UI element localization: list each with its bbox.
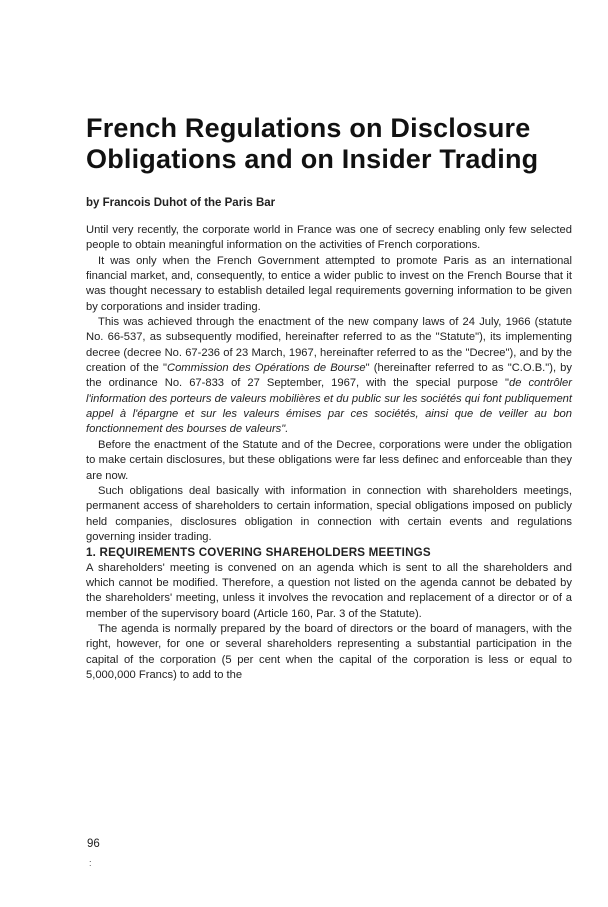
article-body bbox=[86, 223, 572, 683]
paragraph-enactment bbox=[86, 315, 572, 438]
paragraph-intro: Until very recently, the corporate world in France was one of secrecy enabling only few selected people to obtain meaningful information on the activities of French corporations. bbox=[86, 224, 572, 252]
paragraph-meeting: A shareholders' meeting is convened on an agenda which is sent to all the shareholders and which cannot be modified. Therefore, a question not listed on the agenda cannot be debated by the shareholders' meeting, unless it involves the revocation and replacement of a director or of a member of the supervisory board (Article 160, Par. 3 of the Statute). bbox=[86, 561, 572, 620]
cob-purpose-quote: de contrôler l'information des porteurs de valeurs mobilières et du public sur les sociétés qui font publiquement appel à l'épargne et sur les valeurs émises par ces sociétés, ainsi que de veiller au bon fonctionnement des bourses de valeurs". bbox=[86, 377, 572, 436]
paragraph-before-enactment: Before the enactment of the Statute and of the Decree, corporations were under the obligation to make certain disclosures, but these obligations were far less definec and enforceable than they are now. bbox=[86, 438, 572, 482]
author-byline: by Francois Duhot of the Paris Bar bbox=[86, 197, 276, 209]
scan-mark: : bbox=[89, 858, 92, 868]
title-line-1: French Regulations on Disclosure bbox=[86, 113, 531, 143]
paragraph-enactment-text-a: This was achieved through the enactment of the new company laws of 24 July, 1966 (statute No. 66-537, as subsequently modified, hereinafter referred to as the "Statute"), its implementing decree (decree No. 67-236 of 23 March, 1967, hereinafter referred to as the "Decree"), and by the creation of the " bbox=[86, 316, 572, 375]
paragraph-government: It was only when the French Government attempted to promote Paris as an international financial market, and, consequently, to entice a wider public to invest on the French Bourse that it was thought necessary to establish detailed legal requirements governing information to be given by corporations and insider trading. bbox=[86, 254, 572, 313]
section-heading: 1. REQUIREMENTS COVERING SHAREHOLDERS MEETINGS bbox=[86, 546, 431, 560]
title-line-2: Obligations and on Insider Trading bbox=[86, 144, 539, 174]
article-title bbox=[86, 113, 586, 175]
paragraph-agenda: The agenda is normally prepared by the board of directors or the board of managers, with the right, however, for one or several shareholders representing a substantial participation in the capital of the corporation (5 per cent when the capital of the corporation is less or equal to 5,000,000 Francs) to add to the bbox=[86, 622, 572, 681]
page-number: 96 bbox=[87, 838, 100, 850]
paragraph-obligations: Such obligations deal basically with information in connection with shareholders meetings, permanent access of shareholders to certain information, special obligations imposed on publicly held companies, disclosures obligation in connection with certain events and regulations governing insider trading. bbox=[86, 484, 572, 543]
commission-name: Commission des Opérations de Bourse bbox=[167, 362, 366, 375]
paragraph-enactment-text-b: " (hereinafter referred to as "C.O.B."), by the ordinance No. 67-833 of 27 September, 1967, with the special purpose " bbox=[86, 362, 572, 390]
